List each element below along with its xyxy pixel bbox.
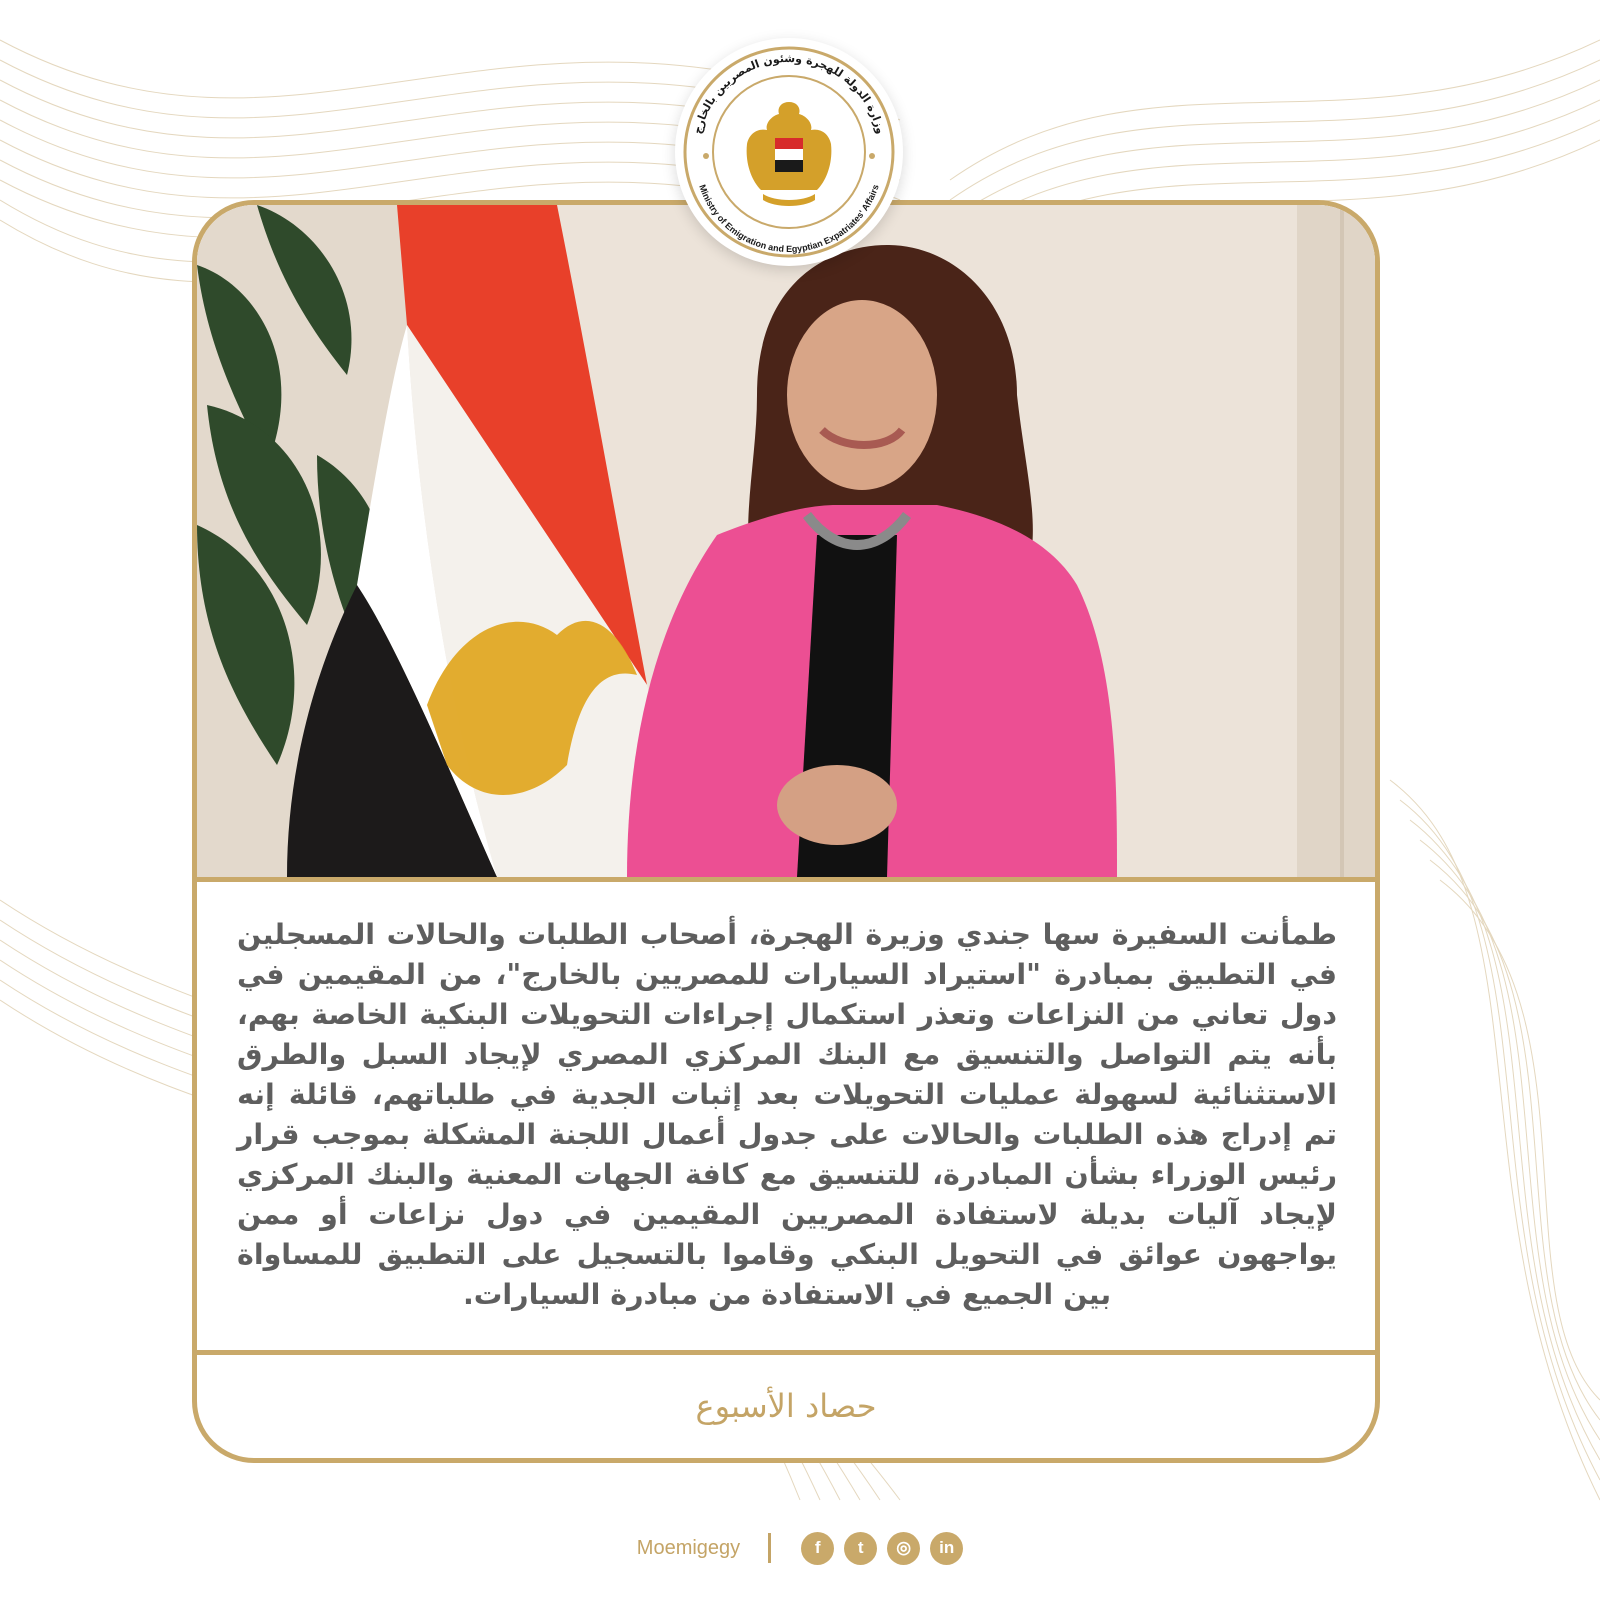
social-handle[interactable]: Moemigegy	[636, 1536, 741, 1559]
footer-bar	[0, 1528, 1600, 1568]
logo-arabic-ring-text: وزارة الدولة للهجرة وشئون المصريين بالخارج	[690, 51, 888, 136]
photo-divider	[197, 877, 1375, 882]
linkedin-icon[interactable]: in	[930, 1532, 963, 1565]
logo-english-ring-text: Ministry of Emigration and Egyptian Expatriates' Affairs	[697, 183, 881, 255]
post-card	[192, 200, 1380, 1463]
weekly-harvest-label: حصاد الأسبوع	[695, 1387, 877, 1425]
social-icons	[801, 1532, 963, 1565]
twitter-icon[interactable]: t	[844, 1532, 877, 1565]
footer-divider	[197, 1350, 1375, 1355]
footer-separator	[768, 1533, 771, 1563]
facebook-icon[interactable]: f	[801, 1532, 834, 1565]
ministry-logo	[675, 38, 903, 266]
post-body-text: طمأنت السفيرة سها جندي وزيرة الهجرة، أصحاب الطلبات والحالات المسجلين في التطبيق بمبادرة "استيراد السيارات للمصريين بالخارج"، من المقيمين في دول تعاني من النزاعات وتعذر استكمال إجراءات التحويلات البنكية الخاصة بهم، بأنه يتم التواصل والتنسيق مع البنك المركزي المصري لإيجاد السبل والطرق الاستثنائية لسهولة عمليات التحويلات بعد إثبات الجدية في طلباتهم، قائلة إنه تم إدراج هذه الطلبات والحالات على جدول أعمال اللجنة المشكلة بموجب قرار رئيس الوزراء بشأن المبادرة، للتنسيق مع كافة الجهات المعنية والبنك المركزي لإيجاد آليات بديلة لاستفادة المصريين المقيمين في دول نزاعات أو ممن يواجهون عوائق في التحويل البنكي وقاموا بالتسجيل على التطبيق للمساواة بين الجميع في الاستفادة من مبادرة السيارات.	[237, 918, 1337, 1311]
minister-photo	[197, 205, 1375, 877]
instagram-icon[interactable]: ◎	[887, 1532, 920, 1565]
